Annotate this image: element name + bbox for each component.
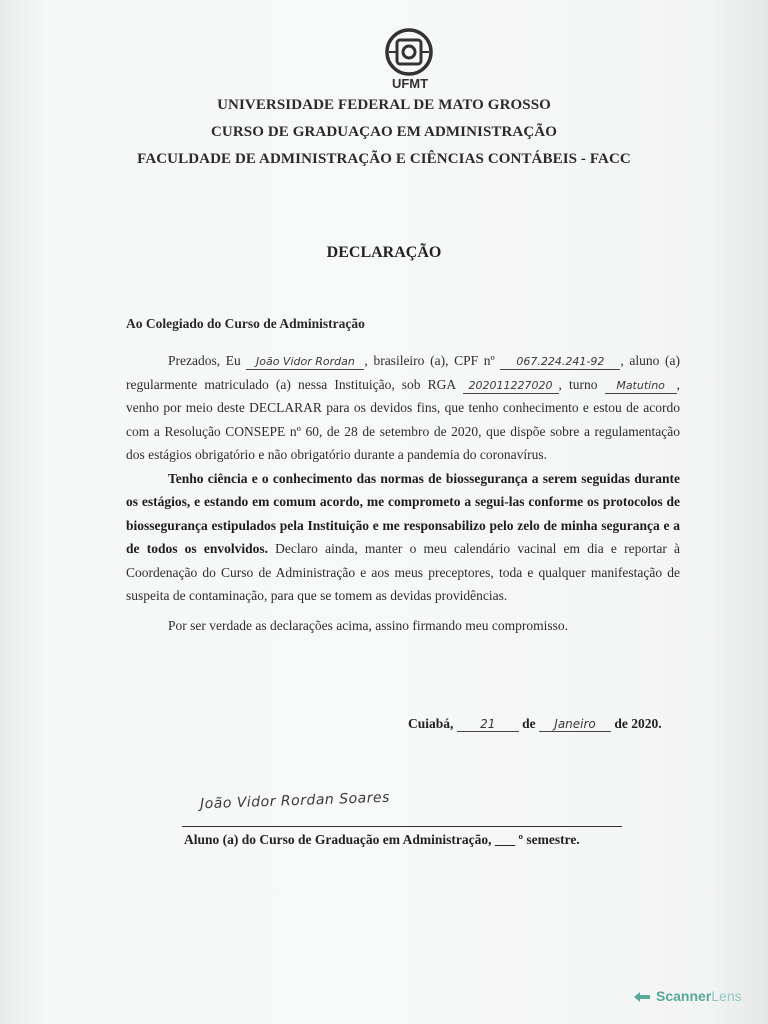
name-field: João Vidor Rordan <box>246 355 364 370</box>
month-field: Janeiro <box>539 717 611 732</box>
commitment-text: Declaro ainda, manter o meu calendário vacinal em dia e reportar à Coordenação do Curso de Administração e aos meus preceptores, toda e qualquer manifestação de suspeita de contaminação, para que se tomem as devidas providências. <box>126 541 680 603</box>
addressee: Ao Colegiado do Curso de Administração <box>126 316 365 331</box>
signature-line <box>182 826 622 827</box>
rga-field: 202011227020 <box>463 379 559 394</box>
signature-caption: Aluno (a) do Curso de Graduação em Administração, ___ º semestre. <box>184 832 580 847</box>
date-line: Cuiabá, 21 de Janeiro de 2020. <box>408 716 662 731</box>
paragraph-identification: Prezados, Eu João Vidor Rordan , brasileiro (a), CPF nº 067.224.241-92 , aluno (a) regularmente matriculado (a) nessa Instituição, sob RGA 202011227020 , turno Matutino , venho por meio deste DECLARAR para os devidos fins, que tenho conhecimento e estou de acordo com a Resolução CONSEPE nº 60, de 28 de setembro de 2020, que dispõe sobre a regulamentação dos estágios obrigatório e não obrigatório durante a pandemia do coronavírus. <box>126 353 681 462</box>
course-name: CURSO DE GRADUAÇAO EM ADMINISTRAÇÃO <box>210 124 558 140</box>
university-name: UNIVERSIDADE FEDERAL DE MATO GROSSO <box>217 97 551 113</box>
ufmt-logo-icon <box>385 28 433 76</box>
scanner-icon <box>632 990 652 1004</box>
logo-text: UFMT <box>391 76 429 91</box>
paragraph-commitment <box>126 467 680 608</box>
handwritten-signature: João Vidor Rordan Soares <box>199 789 391 813</box>
faculty-name: FACULDADE DE ADMINISTRAÇÃO E CIÊNCIAS CONTÁBEIS - FACC <box>137 151 631 167</box>
scanner-watermark: ScannerLens <box>632 988 742 1004</box>
shift-field: Matutino <box>605 379 677 394</box>
commitment-bold-text: Tenho ciência e o conhecimento das normas de biossegurança a serem seguidas durante os estágios, e estando em comum acordo, me comprometo a segui-las conforme os protocolos de biossegurança estipulados pela Instituição e me responsabilizo pelo zelo de minha segurança e a de todos os envolvidos. <box>126 470 680 556</box>
paragraph-closing: Por ser verdade as declarações acima, assino firmando meu compromisso. <box>168 617 568 633</box>
cpf-field: 067.224.241-92 <box>500 355 620 370</box>
document-title: DECLARAÇÃO <box>326 244 442 261</box>
day-field: 21 <box>457 717 519 732</box>
declaration-body <box>126 349 680 637</box>
